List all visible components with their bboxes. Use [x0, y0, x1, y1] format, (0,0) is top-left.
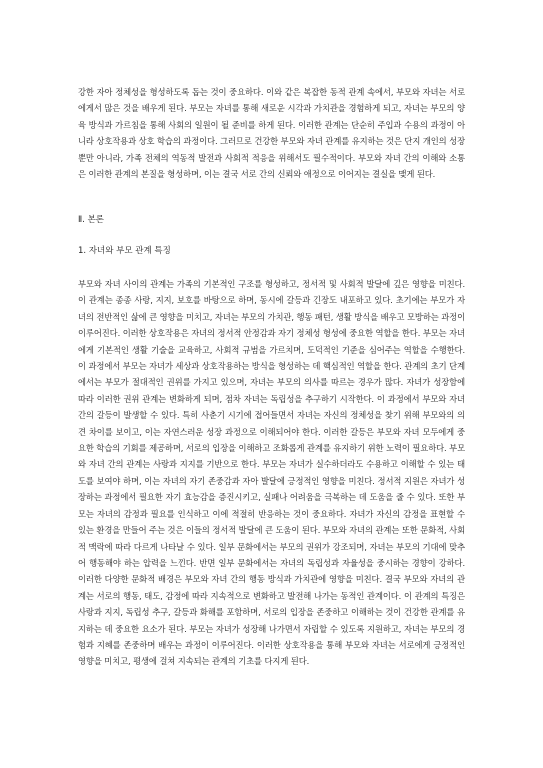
intro-paragraph: 강한 자아 정체성을 형성하도록 돕는 것이 중요하다. 이와 같은 복잡한 동적 관계 속에서, 부모와 자녀는 서로에게서 많은 것을 배우게 된다. 부모는 자녀를 통해 새로운 시각과 가치관을 경험하게 되고, 자녀는 부모의 양육 방식과 가르침을 통해 사회의 일원이 될 준비를 하게 된다. 이러한 관계는 단순히 주입과 수용의 과정이 아니라 상호작용과 상호 학습의 과정이다. 그러므로 건강한 부모와 자녀 관계를 유지하는 것은 단지 개인의 성장뿐만 아니라, 가족 전체의 역동적 발전과 사회적 적응을 위해서도 필수적이다. 부모와 자녀 간의 이해와 소통은 이러한 관계의 본질을 형성하며, 이는 결국 서로 간의 신뢰와 애정으로 이어지는 결실을 맺게 된다. — [78, 87, 465, 180]
body-paragraph: 부모와 자녀 사이의 관계는 가족의 기본적인 구조를 형성하고, 정서적 및 사회적 발달에 깊은 영향을 미친다. 이 관계는 종종 사랑, 지지, 보호를 바탕으로 하며, 동시에 갈등과 긴장도 내포하고 있다. 초기에는 부모가 자녀의 전반적인 삶에 큰 영향을 미치고, 자녀는 부모의 가치관, 행동 패턴, 생활 방식을 배우고 모방하는 과정이 이루어진다. 이러한 상호작용은 자녀의 정서적 안정감과 자기 정체성 형성에 중요한 역할을 한다. 부모는 자녀에게 기본적인 생활 기술을 교육하고, 사회적 규범을 가르치며, 도덕적인 기준을 심어주는 역할을 수행한다. 이 과정에서 부모는 자녀가 세상과 상호작용하는 방식을 형성하는 데 핵심적인 역할을 한다. 관계의 초기 단계에서는 부모가 절대적인 권위를 가지고 있으며, 자녀는 부모의 의사를 따르는 경우가 많다. 자녀가 성장함에 따라 이러한 권위 관계는 변화하게 되며, 점차 자녀는 독립성을 추구하기 시작한다. 이 과정에서 부모와 자녀 간의 갈등이 발생할 수 있다. 특히 사춘기 시기에 접어들면서 자녀는 자신의 정체성을 찾기 위해 부모와의 의견 차이를 보이고, 이는 자연스러운 성장 과정으로 이해되어야 한다. 이러한 갈등은 부모와 자녀 모두에게 중요한 학습의 기회를 제공하며, 서로의 입장을 이해하고 조화롭게 관계를 유지하기 위한 노력이 필요하다. 부모와 자녀 간의 관계는 사랑과 지지를 기반으로 한다. 부모는 자녀가 실수하더라도 수용하고 이해할 수 있는 태도를 보여야 하며, 이는 자녀의 자기 존중감과 자아 발달에 긍정적인 영향을 미친다. 정서적 지원은 자녀가 성장하는 과정에서 필요한 자기 효능감을 증진시키고, 실패나 어려움을 극복하는 데 도움을 줄 수 있다. 또한 부모는 자녀의 감정과 필요를 인식하고 이에 적절히 반응하는 것이 중요하다. 자녀가 자신의 감정을 표현할 수 있는 환경을 만들어 주는 것은 이들의 정서적 발달에 큰 도움이 된다. 부모와 자녀의 관계는 또한 문화적, 사회적 맥락에 따라 다르게 나타날 수 있다. 일부 문화에서는 부모의 권위가 강조되며, 자녀는 부모의 기대에 맞추어 행동해야 하는 압력을 느낀다. 반면 일부 문화에서는 자녀의 독립성과 자율성을 중시하는 경향이 강하다. 이러한 다양한 문화적 배경은 부모와 자녀 간의 행동 방식과 가치관에 영향을 미친다. 결국 부모와 자녀의 관계는 서로의 행동, 태도, 감정에 따라 지속적으로 변화하고 발전해 나가는 동적인 관계이다. 이 관계의 특징은 사랑과 지지, 독립성 추구, 갈등과 화해를 포함하며, 서로의 입장을 존중하고 이해하는 것이 건강한 관계를 유지하는 데 중요한 요소가 된다. 부모는 자녀가 성장해 나가면서 자립할 수 있도록 지원하고, 자녀는 부모의 경험과 지혜를 존중하며 배우는 과정이 이루어진다. 이러한 상호작용을 통해 부모와 자녀는 서로에게 긍정적인 영향을 미치고, 평생에 걸쳐 지속되는 관계의 기초를 다지게 된다. — [78, 279, 465, 667]
document-page — [78, 0, 465, 768]
subsection-heading: 1. 자녀와 부모 관계 특징 — [78, 246, 171, 256]
section-heading: Ⅱ. 본론 — [78, 215, 105, 225]
